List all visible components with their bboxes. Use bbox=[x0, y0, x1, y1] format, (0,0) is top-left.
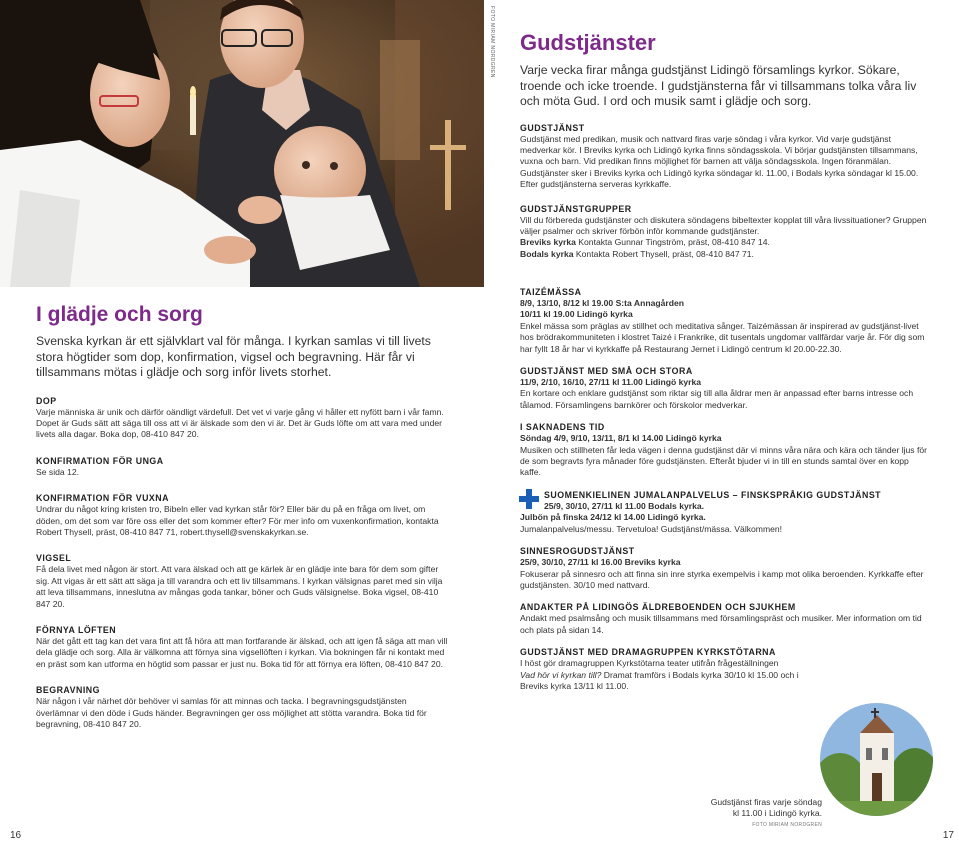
finsk-dates-2: Julbön på finska 24/12 kl 14.00 Lidingö kyrka. bbox=[520, 512, 706, 523]
saknaden-text: Musiken och stillheten får leda vägen i denna gudstjänst där vi minns våra nära och kära och tänder ljus för de som begravts fyra månader före gudstjänsten. Efteråt bjuder vi in till en stunds samtal över en kopp kaffe. bbox=[520, 444, 927, 478]
taize-dates-2: 10/11 kl 19.00 Lidingö kyrka bbox=[520, 309, 633, 320]
left-intro: Svenska kyrkan är ett självklart val för många. I kyrkan samlas vi till livets stora högtider som dop, konfirmation, vigsel och begravning. Här får vi tillsammans mötas i glädje och sorg inför livets storhet. bbox=[36, 334, 431, 379]
dop-heading: DOP bbox=[36, 395, 57, 406]
andakter-heading: ANDAKTER PÅ LIDINGÖS ÄLDREBOENDEN OCH SJUKHEM bbox=[520, 602, 796, 613]
gudstjanst-text: Gudstjänst med predikan, musik och nattvard firas varje söndag i våra kyrkor. Vid varje gudstjänst medverkar kör. I Breviks kyrka och Lidingö kyrka finns söndagsskola. Vi börjar gudstjänsten tillsammans, vuxna och barn. Vid predikan finns möjlighet för barnen att välja söndagsskola. Ingen föranmälan. Gudstjänster sker i Breviks kyrka och Lidingö kyrka söndagar kl. 11.00, i Bodals kyrka söndagar kl 15.00. Efter gudstjänsterna serveras kyrkkaffe. bbox=[520, 133, 919, 190]
fornya-loften-heading: FÖRNYA LÖFTEN bbox=[36, 624, 117, 635]
taize-dates-1: 8/9, 13/10, 8/12 kl 19.00 S:ta Annagården bbox=[520, 298, 685, 308]
grupper-heading: GUDSTJÄNSTGRUPPER bbox=[520, 203, 632, 214]
sinnesro-text: Fokuserar på sinnesro och att finna sin inre styrka exempelvis i kamp mot olika beroenden. Kyrkkaffe efter gudstjänsten. 30/10 med nattvard. bbox=[520, 568, 924, 590]
church-photo bbox=[820, 703, 933, 816]
grupper-breviks: Breviks kyrka Kontakta Gunnar Tingström, präst, 08-410 847 14. bbox=[520, 237, 770, 248]
grupper-text: Vill du förbereda gudstjänster och diskutera söndagens bibeltexter kopplat till våra livssituationer? Gruppen väljer psalmer och skriver förbön inför kommande gudstjänster. bbox=[520, 214, 927, 236]
right-top bbox=[520, 30, 930, 260]
finsk-text: Jumalanpalvelus/messu. Tervetuloa! Gudstjänst/mässa. Välkommen! bbox=[520, 523, 783, 534]
konfirmation-unga-text: Se sida 12. bbox=[36, 466, 79, 477]
right-title: Gudstjänster bbox=[520, 30, 656, 55]
finnish-cross-icon bbox=[519, 489, 539, 509]
left-column bbox=[36, 303, 450, 730]
saknaden-dates: Söndag 4/9, 9/10, 13/11, 8/1 kl 14.00 Lidingö kyrka bbox=[520, 433, 722, 444]
drama-text: I höst gör dramagruppen Kyrkstötarna teater utifrån frågeställningen Vad hör vi kyrkan till? Dramat framförs i Bodals kyrka 30/10 kl 15.00 och i Breviks kyrka 13/11 kl 11.00. bbox=[520, 658, 799, 691]
taize-heading: TAIZÉMÄSSA bbox=[520, 287, 582, 297]
left-title: I glädje och sorg bbox=[36, 303, 203, 326]
finsk-heading: SUOMENKIELINEN JUMALANPALVELUS – FINSKSPRÅKIG GUDSTJÄNST bbox=[544, 489, 882, 500]
vigsel-text: Få dela livet med någon är stort. Att vara älskad och att ge kärlek är en glädje inte bara för dem som gifter sig. Att vigas är ett sätt att säga ja till varandra och ett liv tillsammans. I kyrkan välsignas paret med sin vilja att leva tillsammans, inneslutna av mångas goda tankar, böner och Guds välsignelse. Boka vigsel, 08-410 847 20. bbox=[36, 564, 443, 609]
begravning-text: När någon i vår närhet dör behöver vi samlas för att minnas och tacka. I begravningsgudstjänsten överlämnar vi den döde i Guds händer. Begravningen ger oss möjlighet att stötta varandra. Boka tid för begravning, 08-410 847 20. bbox=[36, 696, 427, 729]
right-column bbox=[520, 287, 930, 692]
finnish-section bbox=[520, 490, 930, 512]
begravning-heading: BEGRAVNING bbox=[36, 685, 100, 696]
caption-line-1: Gudstjänst firas varje söndag bbox=[710, 797, 822, 807]
caption-credit: FOTO MIRIAM NORDGREN bbox=[752, 822, 822, 828]
taize-text: Enkel mässa som präglas av stillhet och meditativa sånger. Taizémässan är inspirerad av gudstjänst-livet hos brödrakommuniteten i klostret Taizé i Frankrike, dit tusentals ungdomar vallfärdar varje år. För dig som har fyllt 18 år har vi kyrkkaffe på Restaurang Jernet i Lidingö centrum kl 20.00-22.30. bbox=[520, 320, 925, 354]
drama-heading: GUDSTJÄNST MED DRAMAGRUPPEN KYRKSTÖTARNA bbox=[520, 647, 776, 658]
right-intro: Varje vecka firar många gudstjänst Lidingö församlings kyrkor. Sökare, troende och icke troende. I gudstjänsterna får vi tillsammans tolka våra liv och möta Gud. I ord och musik samt i glädje och sorg. bbox=[520, 63, 917, 108]
page-number-left: 16 bbox=[10, 830, 22, 841]
vigsel-heading: VIGSEL bbox=[36, 553, 72, 564]
sinnesro-heading: SINNESROGUDSTJÄNST bbox=[520, 546, 635, 557]
konfirmation-vuxna-heading: KONFIRMATION FÖR VUXNA bbox=[36, 493, 170, 504]
sma-stora-heading: GUDSTJÄNST MED SMÅ OCH STORA bbox=[520, 366, 693, 377]
photo-credit: FOTO MIRIAM NORDGREN bbox=[489, 6, 495, 78]
konfirmation-unga-heading: KONFIRMATION FÖR UNGA bbox=[36, 455, 164, 466]
finsk-dates-1: 25/9, 30/10, 27/11 kl 11.00 Bodals kyrka. bbox=[544, 500, 705, 511]
page-number-right: 17 bbox=[942, 830, 954, 841]
fornya-loften-text: När det gått ett tag kan det vara fint att få höra att man fortfarande är älskad, och att igen få säga att man vill dela glädje och sorg. Alla är välkomna att förnya sina vigsellöften i kyrkan. Via bokningen får ni kontakt med en präst som kan utforma en högtid som passar er just nu. Boka tid för att förnya era löften, 08-410 847 20. bbox=[36, 635, 448, 669]
sma-stora-dates: 11/9, 2/10, 16/10, 27/11 kl 11.00 Lidingö kyrka bbox=[520, 377, 702, 388]
sma-stora-text: En kortare och enklare gudstjänst som riktar sig till alla åldrar men är anpassad efter barns intresse och tålamod. Församlingens barnkörer och förskolor medverkar. bbox=[520, 388, 914, 410]
konfirmation-vuxna-text: Undrar du något kring kristen tro, Bibeln eller vad kyrkan står för? Eller bär du på en fråga om livet, om döden, om det som var före oss eller det som kommer efter? För mer info om vuxenkonfirmation, kontakta Robert Thysell, präst, 08-410 847 71, robert.thysell@svenskakyrkan.se. bbox=[36, 504, 439, 537]
caption-line-2: kl 11.00 i Lidingö kyrka. bbox=[732, 808, 822, 818]
grupper-bodals: Bodals kyrka Kontakta Robert Thysell, präst, 08-410 847 71. bbox=[520, 248, 754, 259]
church-caption bbox=[690, 797, 822, 831]
baptism-photo bbox=[0, 0, 484, 287]
gudstjanst-heading: GUDSTJÄNST bbox=[520, 122, 585, 133]
andakter-text: Andakt med psalmsång och musik tillsammans med församlingspräst och musiker. Mer information om tid och plats på sidan 14. bbox=[520, 613, 922, 635]
saknaden-heading: I SAKNADENS TID bbox=[520, 422, 605, 433]
dop-text: Varje människa är unik och därför oändligt värdefull. Det vet vi varje gång vi håller ett nyfött barn i vår famn. Dopet är Guds sätt att säga till oss att vi är älskade som den vi är. Det är Guds löfte om att vara med under livets alla dagar. Boka dop, 08-410 847 20. bbox=[36, 406, 444, 440]
sinnesro-dates: 25/9, 30/10, 27/11 kl 16.00 Breviks kyrka bbox=[520, 557, 681, 568]
